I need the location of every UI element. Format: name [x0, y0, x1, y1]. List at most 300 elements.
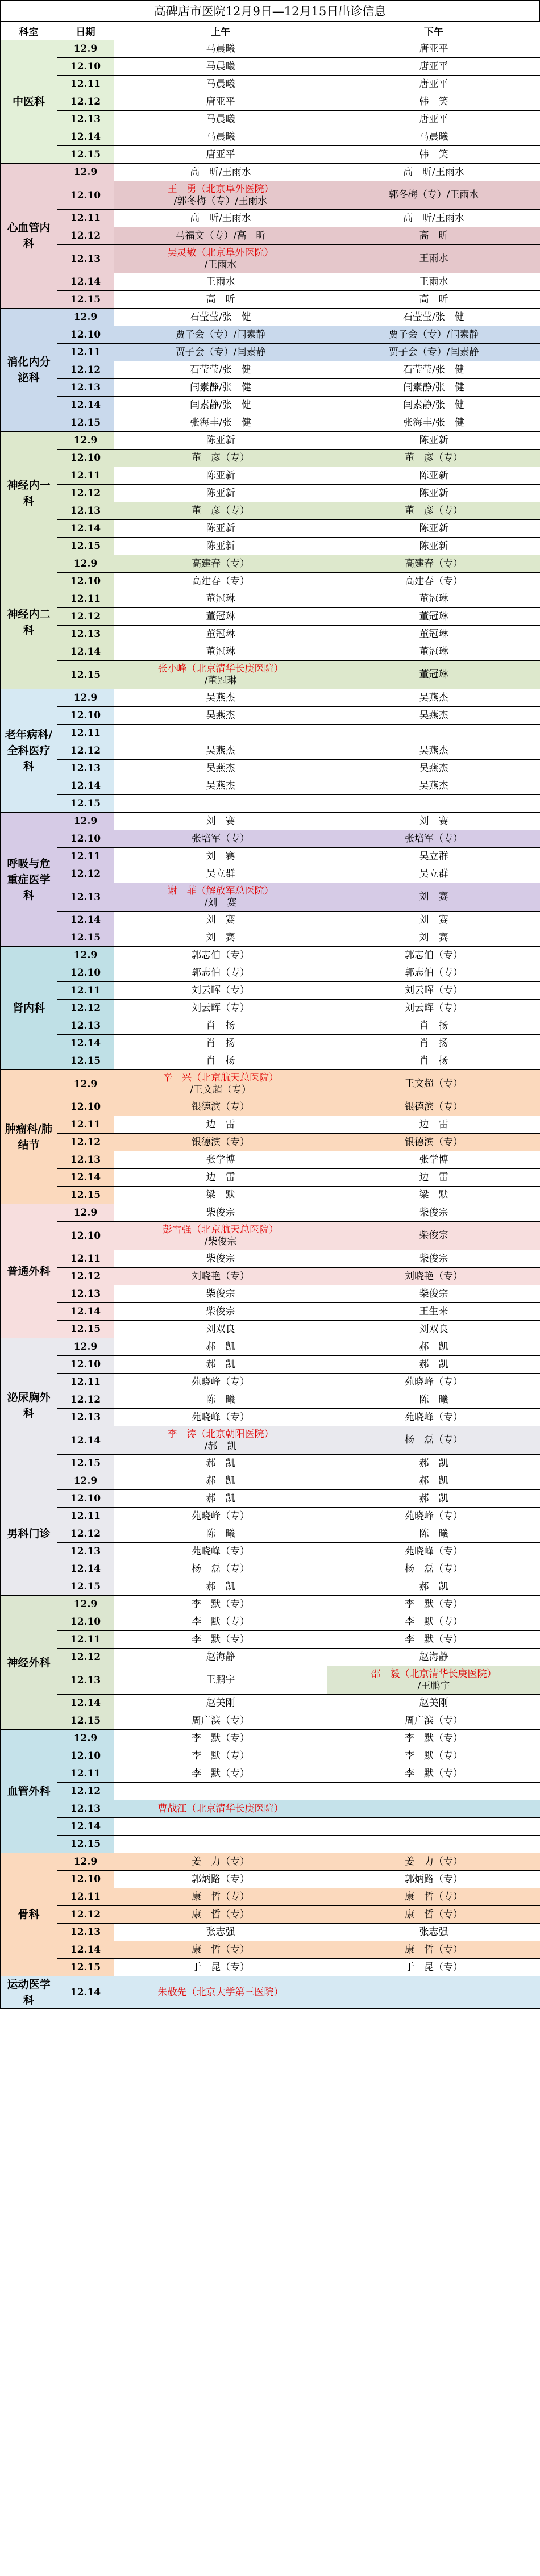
schedule-morning [114, 1268, 327, 1285]
schedule-afternoon [327, 1871, 540, 1888]
table-row [1, 379, 540, 397]
doctor-text: 贾子会（专）/闫素静 [388, 346, 479, 358]
doctor-text: 张学博 [419, 1154, 448, 1166]
schedule-morning [114, 1906, 327, 1924]
doctor-text: 郭志伯（专） [192, 949, 250, 961]
schedule-morning [114, 883, 327, 912]
schedule-afternoon [327, 414, 540, 432]
table-row [1, 742, 540, 760]
schedule-morning [114, 1765, 327, 1783]
schedule-morning [114, 982, 327, 1000]
date-cell: 12.9 [57, 555, 114, 573]
date-cell: 12.9 [57, 1472, 114, 1490]
table-row [1, 1017, 540, 1035]
schedule-afternoon [327, 379, 540, 397]
schedule-afternoon [327, 210, 540, 227]
doctor-text: 杨 磊（专） [405, 1563, 463, 1575]
table-row [1, 929, 540, 947]
doctor-text: 闫素静/张 健 [190, 399, 251, 411]
schedule-morning [114, 146, 327, 164]
table-row [1, 414, 540, 432]
schedule-morning [114, 520, 327, 538]
schedule-afternoon [327, 1730, 540, 1747]
schedule-afternoon [327, 1747, 540, 1765]
date-cell: 12.15 [57, 1321, 114, 1338]
table-row [1, 760, 540, 777]
schedule-morning [114, 1426, 327, 1455]
table-row [1, 128, 540, 146]
table-row [1, 1578, 540, 1596]
schedule-afternoon [327, 742, 540, 760]
doctor-text: 王雨水 [206, 276, 235, 288]
date-cell: 12.15 [57, 146, 114, 164]
schedule-morning [114, 467, 327, 485]
schedule-afternoon [327, 1321, 540, 1338]
doctor-text: 王生来 [419, 1305, 448, 1317]
doctor-text: 吴燕杰 [419, 744, 448, 756]
table-row [1, 520, 540, 538]
date-cell: 12.11 [57, 1374, 114, 1391]
schedule-morning [114, 210, 327, 227]
doctor-text: 边 雷 [419, 1118, 448, 1130]
date-cell: 12.10 [57, 830, 114, 848]
schedule-afternoon [327, 1525, 540, 1543]
table-row [1, 1888, 540, 1906]
schedule-afternoon [327, 725, 540, 742]
schedule-afternoon [327, 1374, 540, 1391]
table-row [1, 210, 540, 227]
schedule-afternoon [327, 76, 540, 93]
table-row [1, 1508, 540, 1525]
date-cell: 12.13 [57, 1017, 114, 1035]
doctor-text: 唐亚平 [419, 60, 448, 72]
table-row [1, 1596, 540, 1613]
date-cell: 12.11 [57, 590, 114, 608]
doctor-text: 董冠琳 [419, 593, 448, 605]
date-cell: 12.9 [57, 1853, 114, 1871]
date-cell: 12.11 [57, 1508, 114, 1525]
doctor-text: 石莹莹/张 健 [190, 364, 251, 376]
schedule-morning [114, 1649, 327, 1666]
date-cell: 12.14 [57, 520, 114, 538]
schedule-morning [114, 1169, 327, 1187]
doctor-text: 康 哲（专） [405, 1908, 463, 1920]
doctor-text: 郝 凯 [419, 1358, 448, 1370]
doctor-text: /王鹏宇 [417, 1680, 450, 1692]
table-row [1, 947, 540, 964]
table-row [1, 1871, 540, 1888]
schedule-afternoon [327, 1391, 540, 1409]
table-row [1, 164, 540, 181]
date-cell: 12.14 [57, 643, 114, 661]
table-row [1, 1035, 540, 1052]
schedule-morning [114, 1543, 327, 1560]
date-cell: 12.9 [57, 432, 114, 450]
schedule-morning [114, 1695, 327, 1712]
doctor-text: 陈 曦 [206, 1528, 235, 1539]
date-cell: 12.12 [57, 227, 114, 245]
table-row [1, 1285, 540, 1303]
schedule-morning [114, 1472, 327, 1490]
table-row [1, 1941, 540, 1959]
date-cell: 12.14 [57, 397, 114, 414]
doctor-text: 姜 力（专） [192, 1855, 250, 1867]
doctor-text: 苑晓峰（专） [192, 1411, 250, 1423]
doctor-text: 柴俊宗 [419, 1288, 448, 1300]
doctor-text: 郭炳路（专） [192, 1873, 250, 1885]
table-row [1, 1976, 540, 2009]
date-cell: 12.15 [57, 661, 114, 689]
date-cell: 12.12 [57, 1649, 114, 1666]
visiting-expert-text: 谢 菲（解放军总医院） [167, 885, 274, 897]
schedule-morning [114, 450, 327, 467]
doctor-text: 吴燕杰 [206, 692, 235, 704]
schedule-morning [114, 273, 327, 291]
schedule-afternoon [327, 1818, 540, 1836]
schedule-morning [114, 538, 327, 555]
doctor-text: /王雨水 [204, 259, 237, 270]
schedule-morning [114, 1578, 327, 1596]
date-cell: 12.11 [57, 1888, 114, 1906]
schedule-body [1, 40, 540, 2009]
doctor-text: 贾子会（专）/闫素静 [175, 346, 266, 358]
doctor-text: 陈 曦 [419, 1393, 448, 1405]
schedule-afternoon [327, 707, 540, 725]
doctor-text: 吴燕杰 [206, 709, 235, 721]
doctor-text: 马晨曦 [206, 113, 235, 125]
date-cell: 12.10 [57, 573, 114, 590]
doctor-text: 刘 赛 [419, 891, 448, 902]
table-row [1, 361, 540, 379]
doctor-text: 郝 凯 [206, 1358, 235, 1370]
schedule-morning [114, 245, 327, 273]
schedule-afternoon [327, 1490, 540, 1508]
date-cell: 12.10 [57, 1490, 114, 1508]
schedule-afternoon [327, 485, 540, 502]
schedule-morning [114, 760, 327, 777]
table-row [1, 1134, 540, 1151]
schedule-morning [114, 555, 327, 573]
schedule-morning [114, 912, 327, 929]
schedule-afternoon [327, 1409, 540, 1426]
table-row [1, 467, 540, 485]
doctor-text: 董 彦（专） [192, 452, 250, 464]
schedule-morning [114, 1871, 327, 1888]
date-cell: 12.12 [57, 93, 114, 111]
schedule-afternoon [327, 164, 540, 181]
table-row [1, 1730, 540, 1747]
date-cell: 12.11 [57, 725, 114, 742]
schedule-afternoon [327, 661, 540, 689]
doctor-text: /董冠琳 [204, 675, 237, 686]
table-row [1, 1187, 540, 1204]
schedule-morning [114, 485, 327, 502]
schedule-morning [114, 93, 327, 111]
department-name: 中医科 [1, 40, 57, 164]
date-cell: 12.9 [57, 947, 114, 964]
schedule-morning [114, 40, 327, 58]
visiting-expert-text: 邵 毅（北京清华长庚医院） [371, 1668, 497, 1680]
doctor-text: 高建春（专） [405, 575, 463, 587]
date-cell: 12.12 [57, 361, 114, 379]
table-row [1, 608, 540, 626]
schedule-morning [114, 1888, 327, 1906]
doctor-text: 刘 赛 [206, 850, 235, 862]
schedule-morning [114, 626, 327, 643]
date-cell: 12.14 [57, 1941, 114, 1959]
date-cell: 12.10 [57, 181, 114, 210]
date-cell: 12.11 [57, 76, 114, 93]
schedule-morning [114, 865, 327, 883]
table-row [1, 1426, 540, 1455]
table-row [1, 397, 540, 414]
schedule-afternoon [327, 1472, 540, 1490]
doctor-text: 马晨曦 [206, 60, 235, 72]
schedule-morning [114, 590, 327, 608]
schedule-afternoon [327, 1303, 540, 1321]
schedule-morning [114, 1187, 327, 1204]
doctor-text: 李 默（专） [405, 1767, 463, 1779]
schedule-morning [114, 1613, 327, 1631]
table-row [1, 643, 540, 661]
table-row [1, 795, 540, 813]
table-row [1, 485, 540, 502]
date-cell: 12.13 [57, 760, 114, 777]
schedule-afternoon [327, 1765, 540, 1783]
doctor-text: 边 雷 [419, 1171, 448, 1183]
doctor-text: 李 默（专） [405, 1616, 463, 1628]
table-row [1, 1853, 540, 1871]
date-cell: 12.12 [57, 1391, 114, 1409]
schedule-morning [114, 1151, 327, 1169]
schedule-afternoon [327, 1596, 540, 1613]
schedule-morning [114, 227, 327, 245]
doctor-text: 梁 默 [206, 1189, 235, 1201]
schedule-morning [114, 326, 327, 344]
doctor-text: /柴俊宗 [204, 1235, 237, 1247]
schedule-afternoon [327, 1800, 540, 1818]
table-row [1, 1356, 540, 1374]
doctor-text: 康 哲（专） [405, 1944, 463, 1955]
date-cell: 12.10 [57, 1356, 114, 1374]
schedule-afternoon [327, 643, 540, 661]
doctor-text: 陈 曦 [206, 1393, 235, 1405]
table-row [1, 689, 540, 707]
doctor-text: 张志强 [206, 1926, 235, 1938]
doctor-text: 肖 扬 [206, 1037, 235, 1049]
schedule-afternoon [327, 361, 540, 379]
schedule-afternoon [327, 1853, 540, 1871]
date-cell: 12.11 [57, 1631, 114, 1649]
table-row [1, 1613, 540, 1631]
date-cell: 12.15 [57, 291, 114, 309]
schedule-morning [114, 1490, 327, 1508]
doctor-text: 柴俊宗 [419, 1252, 448, 1264]
date-cell: 12.14 [57, 1035, 114, 1052]
doctor-text: 吴立群 [419, 868, 448, 880]
schedule-morning [114, 1730, 327, 1747]
doctor-text: 董冠琳 [419, 628, 448, 640]
schedule-afternoon [327, 397, 540, 414]
table-row [1, 830, 540, 848]
visiting-expert-text: 曹战江（北京清华长庚医院） [157, 1803, 284, 1815]
doctor-text: 张培军（专） [192, 833, 250, 844]
doctor-text: 吴燕杰 [206, 762, 235, 774]
table-row [1, 291, 540, 309]
table-row [1, 450, 540, 467]
schedule-morning [114, 1098, 327, 1116]
table-row [1, 309, 540, 326]
schedule-afternoon [327, 883, 540, 912]
doctor-text: 苑晓峰（专） [405, 1510, 463, 1522]
date-cell: 12.9 [57, 813, 114, 830]
schedule-afternoon [327, 128, 540, 146]
doctor-text: 陈亚新 [206, 487, 235, 499]
table-row [1, 725, 540, 742]
table-row [1, 58, 540, 76]
table-row [1, 1649, 540, 1666]
department-name: 血管外科 [1, 1730, 57, 1853]
schedule-afternoon [327, 1052, 540, 1070]
doctor-text: 贾子会（专）/闫素静 [388, 328, 479, 340]
doctor-text: 刘 赛 [419, 815, 448, 827]
schedule-table [0, 22, 540, 2009]
doctor-text: 吴立群 [206, 868, 235, 880]
doctor-text: 郝 凯 [206, 1492, 235, 1504]
doctor-text: 郝 凯 [419, 1580, 448, 1592]
date-cell: 12.10 [57, 707, 114, 725]
schedule-afternoon [327, 1187, 540, 1204]
schedule-afternoon [327, 1649, 540, 1666]
schedule-afternoon [327, 813, 540, 830]
doctor-text: 苑晓峰（专） [405, 1545, 463, 1557]
schedule-morning [114, 689, 327, 707]
doctor-text: 吴燕杰 [419, 692, 448, 704]
date-cell: 12.9 [57, 1204, 114, 1222]
schedule-afternoon [327, 760, 540, 777]
doctor-text: 苑晓峰（专） [192, 1510, 250, 1522]
schedule-morning [114, 964, 327, 982]
doctor-text: 闫素静/张 健 [190, 381, 251, 393]
department-name: 神经外科 [1, 1596, 57, 1730]
date-cell: 12.13 [57, 1800, 114, 1818]
visiting-expert-text: 张小峰（北京清华长庚医院） [157, 663, 284, 675]
doctor-text: 马晨曦 [419, 131, 448, 143]
doctor-text: 韩 笑 [419, 95, 448, 107]
date-cell: 12.15 [57, 795, 114, 813]
schedule-afternoon [327, 502, 540, 520]
department-name: 呼吸与危重症医学科 [1, 813, 57, 947]
schedule-afternoon [327, 273, 540, 291]
date-cell: 12.12 [57, 1268, 114, 1285]
schedule-morning [114, 1783, 327, 1800]
schedule-afternoon [327, 1098, 540, 1116]
schedule-morning [114, 1959, 327, 1976]
doctor-text: 杨 磊（专） [405, 1434, 463, 1446]
schedule-afternoon [327, 291, 540, 309]
schedule-afternoon [327, 1543, 540, 1560]
doctor-text: 刘云晖（专） [192, 984, 250, 996]
date-cell: 12.10 [57, 1098, 114, 1116]
schedule-morning [114, 1303, 327, 1321]
table-row [1, 661, 540, 689]
date-cell: 12.14 [57, 1695, 114, 1712]
schedule-afternoon [327, 1268, 540, 1285]
doctor-text: 董 彦（专） [405, 452, 463, 464]
department-name: 消化内分泌科 [1, 309, 57, 432]
date-cell: 12.10 [57, 964, 114, 982]
doctor-text: 高 昕/王雨水 [190, 166, 251, 178]
date-cell: 12.10 [57, 450, 114, 467]
doctor-text: 吴燕杰 [419, 762, 448, 774]
schedule-morning [114, 1941, 327, 1959]
schedule-afternoon [327, 146, 540, 164]
table-row [1, 848, 540, 865]
schedule-afternoon [327, 1924, 540, 1941]
doctor-text: 于 昆（专） [192, 1961, 250, 1973]
table-row [1, 1543, 540, 1560]
table-row [1, 1666, 540, 1695]
schedule-morning [114, 344, 327, 361]
doctor-text: 郭冬梅（专）/王雨水 [388, 189, 479, 201]
doctor-text: 闫素静/张 健 [403, 399, 464, 411]
doctor-text: 刘双良 [419, 1323, 448, 1335]
table-row [1, 1169, 540, 1187]
schedule-morning [114, 1818, 327, 1836]
doctor-text: 李 默（专） [192, 1616, 250, 1628]
date-cell: 12.13 [57, 626, 114, 643]
date-cell: 12.12 [57, 1525, 114, 1543]
schedule-afternoon [327, 1426, 540, 1455]
table-row [1, 93, 540, 111]
table-row [1, 326, 540, 344]
date-cell: 12.15 [57, 1712, 114, 1730]
doctor-text: /王文超（专） [190, 1084, 251, 1096]
date-cell: 12.13 [57, 245, 114, 273]
doctor-text: 于 昆（专） [405, 1961, 463, 1973]
schedule-morning [114, 309, 327, 326]
schedule-morning [114, 1204, 327, 1222]
schedule-morning [114, 1409, 327, 1426]
schedule-morning [114, 1800, 327, 1818]
schedule-afternoon [327, 830, 540, 848]
visiting-expert-text: 吴灵敏（北京阜外医院） [167, 247, 274, 259]
doctor-text: 王雨水 [419, 253, 448, 264]
doctor-text: 康 哲（专） [405, 1891, 463, 1903]
doctor-text: 陈亚新 [206, 434, 235, 446]
doctor-text: 郭志伯（专） [192, 967, 250, 979]
doctor-text: 郝 凯 [206, 1457, 235, 1469]
doctor-text: 肖 扬 [419, 1055, 448, 1067]
table-row [1, 590, 540, 608]
date-cell: 12.13 [57, 1151, 114, 1169]
schedule-morning [114, 1116, 327, 1134]
doctor-text: 郝 凯 [419, 1457, 448, 1469]
doctor-text: 周广滨（专） [192, 1714, 250, 1726]
schedule-morning [114, 1666, 327, 1695]
doctor-text: 张志强 [419, 1926, 448, 1938]
schedule-morning [114, 707, 327, 725]
schedule-morning [114, 414, 327, 432]
schedule-afternoon [327, 1578, 540, 1596]
doctor-text: 刘云晖（专） [405, 1002, 463, 1014]
table-row [1, 538, 540, 555]
doctor-text: 马福文（专）/高 昕 [175, 230, 266, 242]
date-cell: 12.11 [57, 1250, 114, 1268]
date-cell: 12.12 [57, 1906, 114, 1924]
date-cell: 12.13 [57, 1409, 114, 1426]
doctor-text: 石莹莹/张 健 [190, 311, 251, 323]
